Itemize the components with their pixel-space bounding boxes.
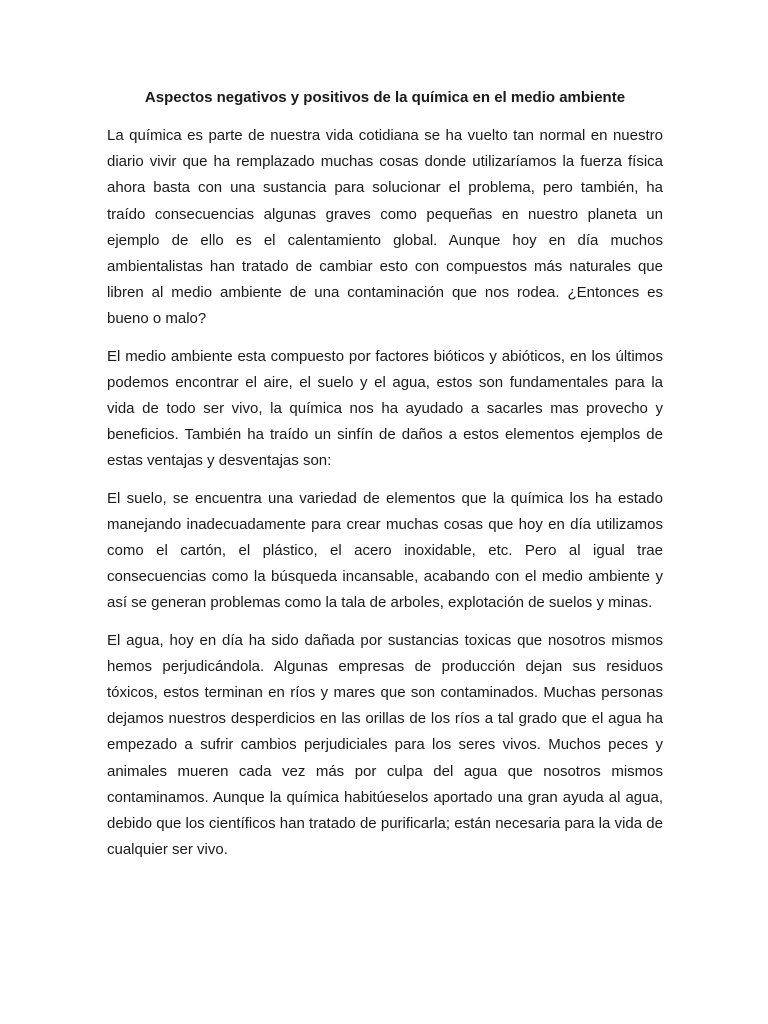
paragraph-intro: La química es parte de nuestra vida cotidiana se ha vuelto tan normal en nuestro diario vivir que ha remplazado muchas cosas donde utilizaríamos la fuerza física ahora basta con una sustancia para solucionar el problema, pero también, ha traído consecuencias algunas graves como pequeñas en nuestro planeta un ejemplo de ello es el calentamiento global. Aunque hoy en día muchos ambientalistas han tratado de cambiar esto con compuestos más naturales que libren al medio ambiente de una contaminación que nos rodea. ¿Entonces es bueno o malo? bbox=[107, 127, 663, 328]
document-page bbox=[107, 87, 663, 874]
paragraph-agua: El agua, hoy en día ha sido dañada por sustancias toxicas que nosotros mismos hemos perjudicándola. Algunas empresas de producción dejan sus residuos tóxicos, estos terminan en ríos y mares que son contaminados. Muchas personas dejamos nuestros desperdicios en las orillas de los ríos a tal grado que el agua ha empezado a sufrir cambios perjudiciales para los seres vivos. Muchos peces y animales mueren cada vez más por culpa del agua que nosotros mismos contaminamos. Aunque la química habitúeselos aportado una gran ayuda al agua, debido que los científicos han tratado de purificarla; están necesaria para la vida de cualquier ser vivo. bbox=[107, 631, 663, 859]
document-title: Aspectos negativos y positivos de la química en el medio ambiente bbox=[144, 89, 626, 106]
paragraph-medio-ambiente: El medio ambiente esta compuesto por factores bióticos y abióticos, en los últimos podemos encontrar el aire, el suelo y el agua, estos son fundamentales para la vida de todo ser vivo, la química nos ha ayudado a sacarles mas provecho y beneficios. También ha traído un sinfín de daños a estos elementos ejemplos de estas ventajas y desventajas son: bbox=[107, 347, 663, 470]
paragraph-suelo: El suelo, se encuentra una variedad de elementos que la química los ha estado manejando inadecuadamente para crear muchas cosas que hoy en día utilizamos como el cartón, el plástico, el acero inoxidable, etc. Pero al igual trae consecuencias como la búsqueda incansable, acabando con el medio ambiente y así se generan problemas como la tala de arboles, explotación de suelos y minas. bbox=[107, 489, 663, 612]
